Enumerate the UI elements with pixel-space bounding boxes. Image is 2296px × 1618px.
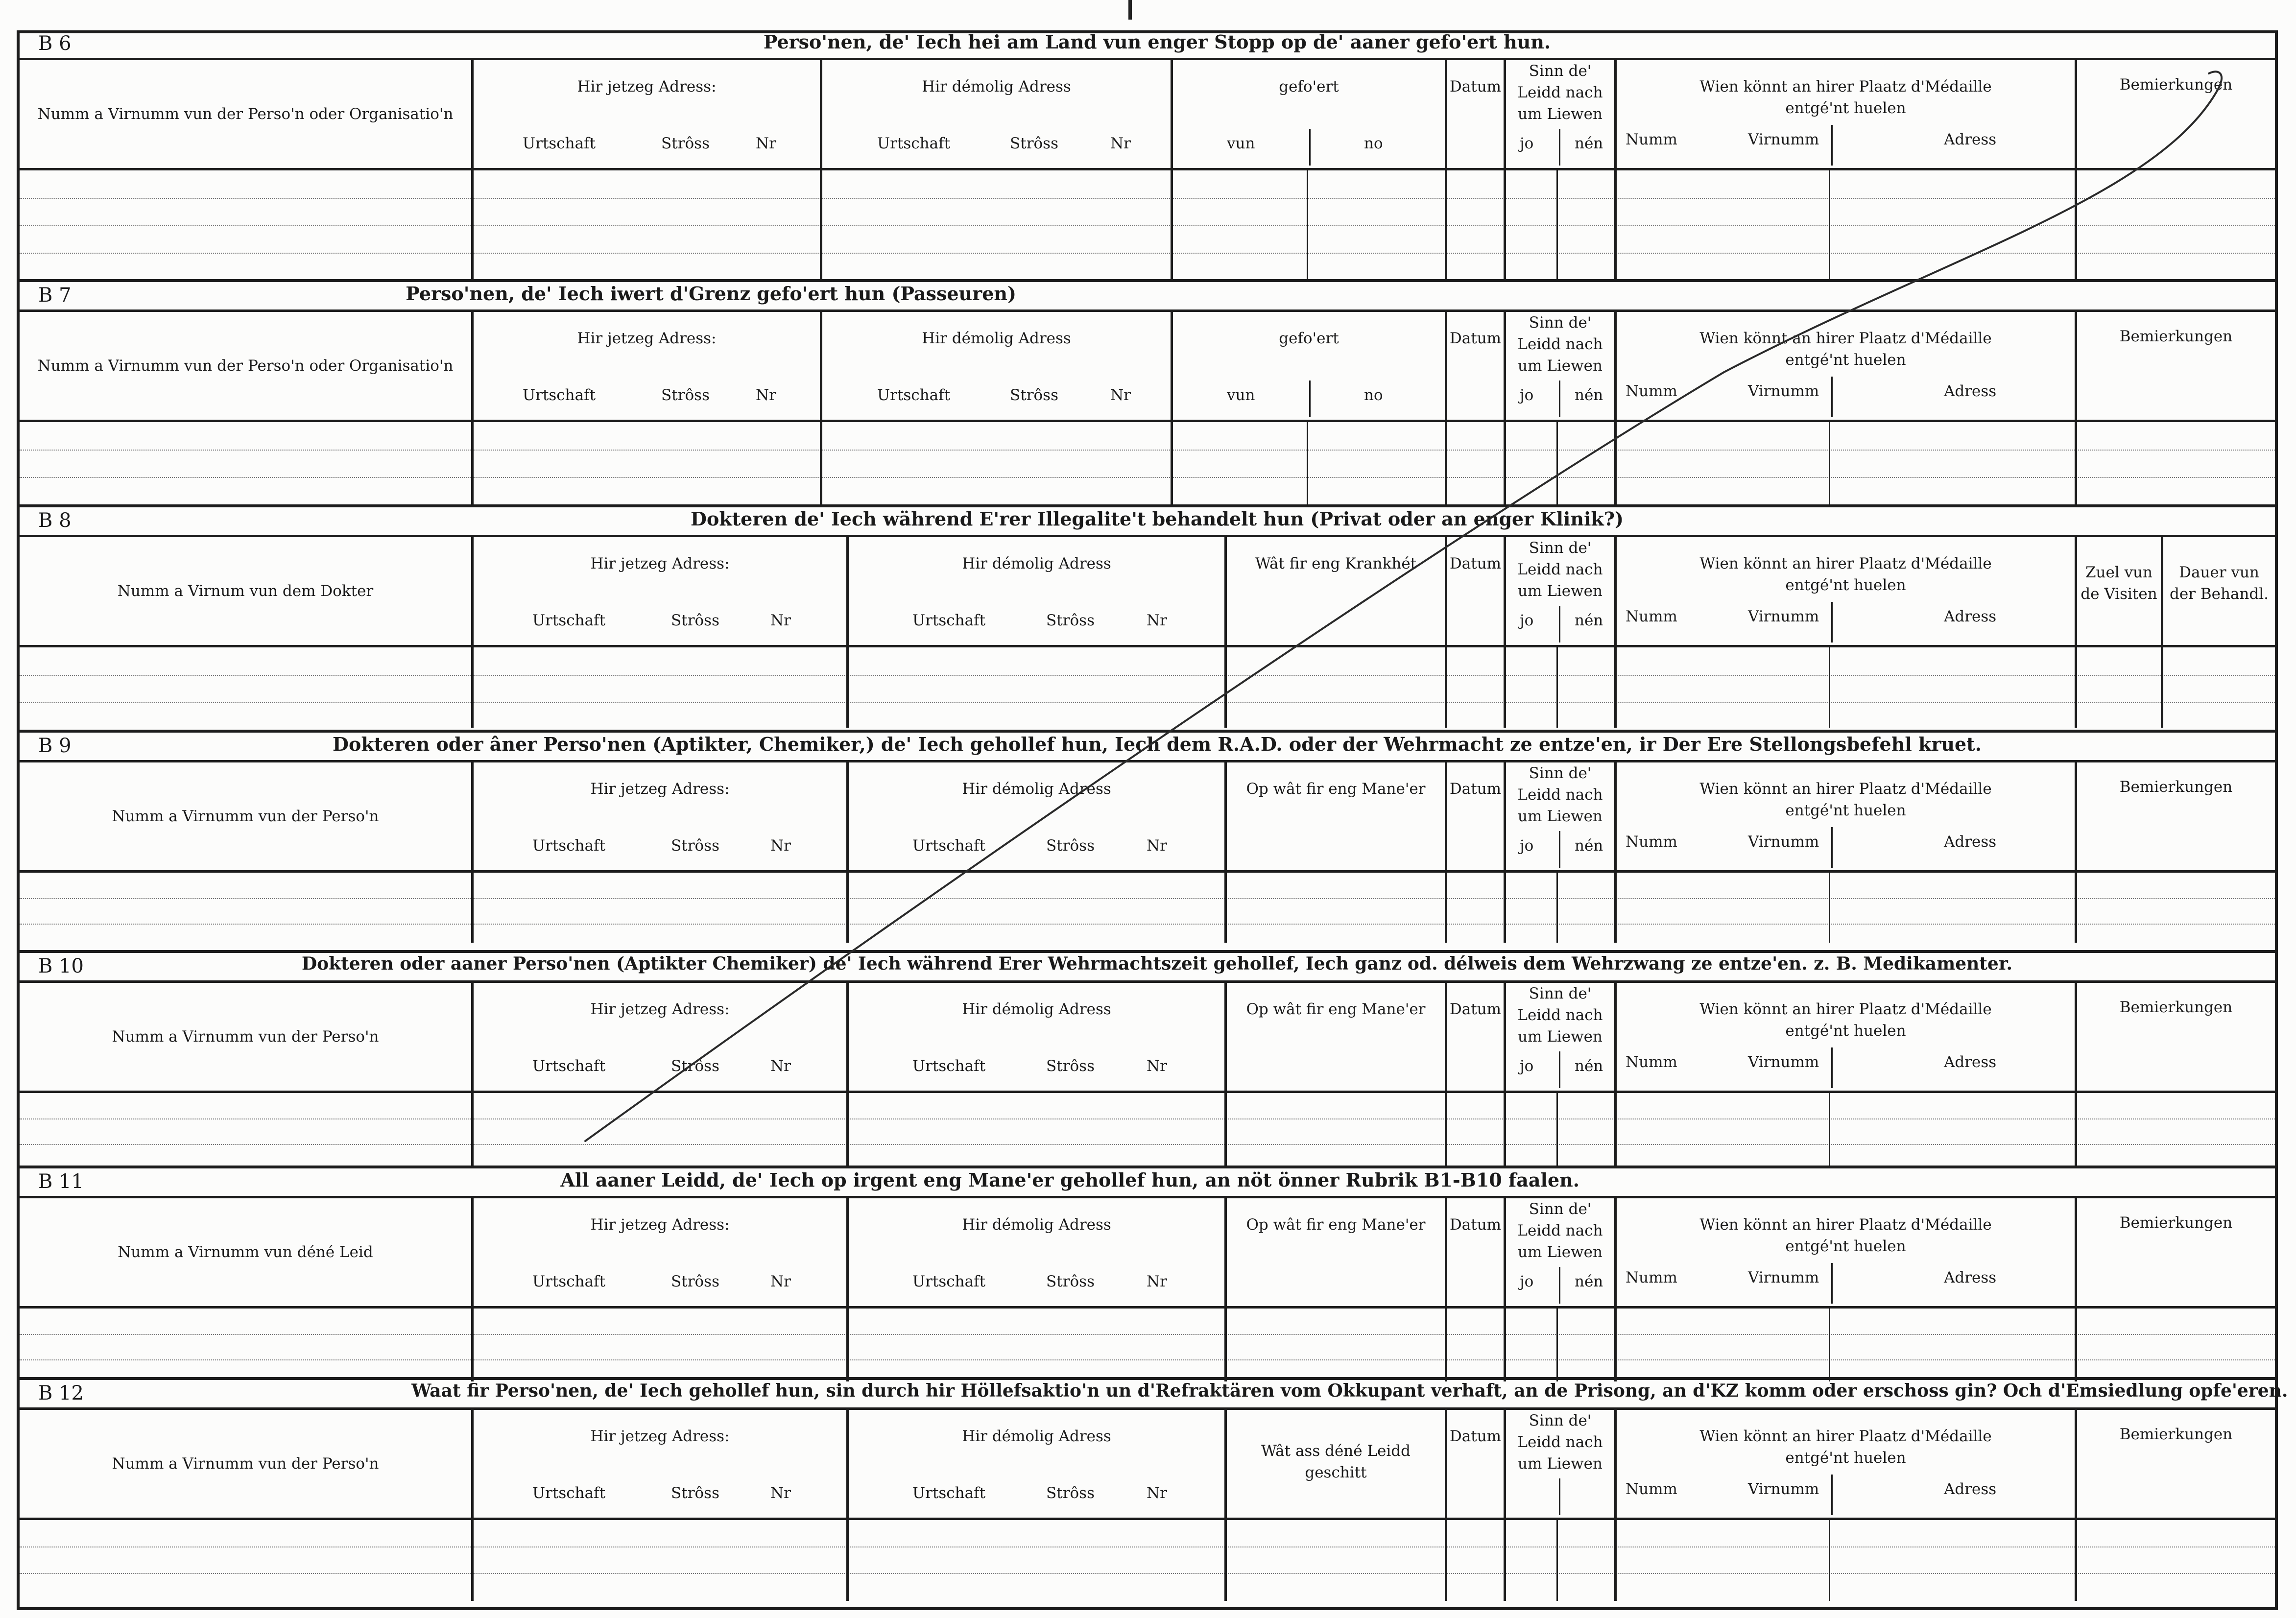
strike-line (585, 71, 2222, 1141)
survivor-label-2: Leidd nach (1517, 1222, 1603, 1239)
current-address-label: Hir jetzeg Adress: (590, 1216, 730, 1234)
place-label: Urtschaft (523, 135, 596, 152)
current-address-label: Hir jetzeg Adress: (590, 780, 730, 798)
survivor-label-3: um Liewen (1518, 1243, 1602, 1261)
no-label: nén (1575, 1273, 1603, 1290)
yes-label: jo (1520, 1273, 1534, 1290)
street-label: Strôss (671, 1057, 719, 1075)
former-address-label: Hir démolig Adress (962, 1428, 1111, 1445)
recipient-address-label: Adress (1944, 608, 1997, 625)
surname-label: Numm (1626, 1053, 1677, 1071)
medal-label-2: entgé'nt huelen (1785, 1022, 1906, 1040)
survivor-label-2: Leidd nach (1517, 335, 1603, 353)
medal-label-2: entgé'nt huelen (1785, 802, 1906, 819)
from-label: vun (1227, 386, 1255, 404)
duration-label-1: Dauer vun (2179, 564, 2259, 581)
surname-label: Numm (1626, 608, 1677, 625)
place-label: Urtschaft (912, 612, 986, 629)
first-name-label: Virnumm (1748, 382, 1819, 400)
number-label: Nr (1147, 837, 1167, 855)
survivor-label-3: um Liewen (1518, 105, 1602, 123)
section-number: B 12 (38, 1382, 84, 1404)
recipient-address-label: Adress (1944, 382, 1997, 400)
number-label: Nr (770, 612, 791, 629)
survivor-label-1: Sinn de' (1529, 985, 1592, 1002)
name-column-label: Numm a Virnumm vun der Perso'n (112, 1455, 379, 1473)
street-label: Strôss (661, 135, 710, 152)
section-number: B 11 (38, 1170, 84, 1193)
no-label: nén (1575, 612, 1603, 629)
section-number: B 8 (38, 509, 72, 532)
survivor-label-1: Sinn de' (1529, 1200, 1592, 1218)
section-title: Dokteren oder âner Perso'nen (Aptikter, Chemiker,) de' Iech gehollef hun, Iech dem R.A.D. oder der Wehrmacht ze entze'en, ir Der Ere Stellongsbefehl kruet. (333, 733, 1982, 755)
surname-label: Numm (1626, 131, 1677, 148)
survivor-label-2: Leidd nach (1517, 786, 1603, 804)
what-happened-label-2: geschitt (1305, 1464, 1367, 1481)
place-label: Urtschaft (877, 135, 951, 152)
survivor-label-3: um Liewen (1518, 357, 1602, 375)
survivor-label-2: Leidd nach (1517, 84, 1603, 101)
section-title: Dokteren de' Iech während E'rer Illegalite't behandelt hun (Privat oder an enger Klinik?) (691, 508, 1624, 530)
street-label: Strôss (671, 612, 719, 629)
medal-label-2: entgé'nt huelen (1785, 1449, 1906, 1467)
street-label: Strôss (1046, 1057, 1095, 1075)
section-title: Waat fir Perso'nen, de' Iech gehollef hun, sin durch hir Höllefsaktio'n un d'Refraktären vom Okkupant verhaft, an de Prisong, an d'KZ komm oder erschoss gin? Och d'Emsiedlung opfe'eren. (411, 1380, 2288, 1401)
street-label: Strôss (1010, 135, 1058, 152)
name-column-label: Numm a Virnumm vun der Perso'n (112, 808, 379, 825)
place-label: Urtschaft (532, 1484, 606, 1502)
survivor-label-3: um Liewen (1518, 582, 1602, 600)
medal-label-1: Wien könnt an hirer Plaatz d'Médaille (1699, 555, 1992, 572)
recipient-address-label: Adress (1944, 833, 1997, 851)
place-label: Urtschaft (532, 1057, 606, 1075)
no-label: nén (1575, 386, 1603, 404)
number-label: Nr (1147, 1057, 1167, 1075)
name-column-label: Numm a Virnumm vun déné Leid (118, 1243, 373, 1261)
no-label: nén (1575, 837, 1603, 855)
street-label: Strôss (1046, 612, 1095, 629)
surname-label: Numm (1626, 1480, 1677, 1498)
number-label: Nr (1110, 135, 1131, 152)
survivor-label-2: Leidd nach (1517, 561, 1603, 578)
date-label: Datum (1449, 330, 1502, 347)
first-name-label: Virnumm (1748, 833, 1819, 851)
street-label: Strôss (1010, 386, 1058, 404)
remarks-label: Bemierkungen (2119, 1214, 2233, 1232)
survivor-label-1: Sinn de' (1529, 314, 1592, 332)
date-label: Datum (1449, 78, 1502, 95)
name-column-label: Numm a Virnumm vun der Perso'n oder Organisatio'n (37, 357, 454, 375)
number-label: Nr (1147, 1484, 1167, 1502)
first-name-label: Virnumm (1748, 1053, 1819, 1071)
place-label: Urtschaft (532, 612, 606, 629)
section-title: Perso'nen, de' Iech hei am Land vun enger Stopp op de' aaner gefo'ert hun. (763, 31, 1551, 53)
name-column-label: Numm a Virnumm vun der Perso'n oder Organisatio'n (37, 105, 454, 123)
place-label: Urtschaft (912, 1273, 986, 1290)
name-column-label: Numm a Virnumm vun der Perso'n (112, 1028, 379, 1046)
medal-label-1: Wien könnt an hirer Plaatz d'Médaille (1699, 1000, 1992, 1018)
yes-label: jo (1520, 612, 1534, 629)
survivor-label-1: Sinn de' (1529, 1412, 1592, 1429)
medal-label-2: entgé'nt huelen (1785, 1237, 1906, 1255)
street-label: Strôss (1046, 1484, 1095, 1502)
to-label: no (1364, 386, 1383, 404)
street-label: Strôss (661, 386, 710, 404)
no-label: nén (1575, 135, 1603, 152)
surname-label: Numm (1626, 382, 1677, 400)
remarks-label: Bemierkungen (2119, 778, 2233, 796)
place-label: Urtschaft (532, 837, 606, 855)
survivor-label-3: um Liewen (1518, 1455, 1602, 1473)
number-label: Nr (770, 1484, 791, 1502)
survivor-label-1: Sinn de' (1529, 539, 1592, 557)
section-number: B 10 (38, 955, 84, 977)
number-label: Nr (1147, 1273, 1167, 1290)
from-label: vun (1227, 135, 1255, 152)
remarks-label: Bemierkungen (2119, 1426, 2233, 1443)
section-title: All aaner Leidd, de' Iech op irgent eng Mane'er gehollef hun, an nöt önner Rubrik B1-B10 faalen. (560, 1169, 1579, 1191)
number-label: Nr (770, 1273, 791, 1290)
transported-label: gefo'ert (1279, 78, 1339, 95)
yes-label: jo (1520, 386, 1534, 404)
method-label: Op wât fir eng Mane'er (1246, 780, 1426, 798)
section-number: B 9 (38, 735, 72, 757)
place-label: Urtschaft (912, 837, 986, 855)
date-label: Datum (1449, 555, 1502, 572)
yes-label: jo (1520, 837, 1534, 855)
medal-label-2: entgé'nt huelen (1785, 99, 1906, 117)
recipient-address-label: Adress (1944, 1269, 1997, 1286)
place-label: Urtschaft (532, 1273, 606, 1290)
date-label: Datum (1449, 1216, 1502, 1234)
remarks-label: Bemierkungen (2119, 328, 2233, 345)
number-label: Nr (770, 1057, 791, 1075)
surname-label: Numm (1626, 1269, 1677, 1286)
current-address-label: Hir jetzeg Adress: (590, 555, 730, 572)
current-address-label: Hir jetzeg Adress: (577, 330, 717, 347)
medal-label-1: Wien könnt an hirer Plaatz d'Médaille (1699, 330, 1992, 347)
number-label: Nr (770, 837, 791, 855)
section-title: Dokteren oder aaner Perso'nen (Aptikter Chemiker) de' Iech während Erer Wehrmachtszeit gehollef, Iech ganz od. délweis dem Wehrzwang ze entze'en. z. B. Medikamenter. (301, 953, 2013, 974)
visits-label-1: Zuel vun (2085, 564, 2153, 581)
current-address-label: Hir jetzeg Adress: (590, 1428, 730, 1445)
medal-label-1: Wien könnt an hirer Plaatz d'Médaille (1699, 1428, 1992, 1445)
medal-label-1: Wien könnt an hirer Plaatz d'Médaille (1699, 1216, 1992, 1234)
street-label: Strôss (671, 837, 719, 855)
survivor-label-1: Sinn de' (1529, 62, 1592, 80)
street-label: Strôss (1046, 1273, 1095, 1290)
street-label: Strôss (671, 1484, 719, 1502)
section-number: B 7 (38, 284, 72, 307)
date-label: Datum (1449, 780, 1502, 798)
survivor-label-2: Leidd nach (1517, 1433, 1603, 1451)
former-address-label: Hir démolig Adress (922, 78, 1071, 95)
first-name-label: Virnumm (1748, 131, 1819, 148)
place-label: Urtschaft (877, 386, 951, 404)
remarks-label: Bemierkungen (2119, 76, 2233, 94)
number-label: Nr (756, 386, 776, 404)
remarks-label: Bemierkungen (2119, 999, 2233, 1016)
former-address-label: Hir démolig Adress (962, 1216, 1111, 1234)
method-label: Op wât fir eng Mane'er (1246, 1216, 1426, 1234)
medal-label-2: entgé'nt huelen (1785, 576, 1906, 594)
former-address-label: Hir démolig Adress (962, 555, 1111, 572)
method-label: Op wât fir eng Mane'er (1246, 1000, 1426, 1018)
duration-label-2: der Behandl. (2169, 585, 2269, 603)
medal-label-1: Wien könnt an hirer Plaatz d'Médaille (1699, 78, 1992, 95)
number-label: Nr (1147, 612, 1167, 629)
date-label: Datum (1449, 1000, 1502, 1018)
number-label: Nr (756, 135, 776, 152)
medal-label-2: entgé'nt huelen (1785, 351, 1906, 369)
survivor-label-1: Sinn de' (1529, 764, 1592, 782)
place-label: Urtschaft (523, 386, 596, 404)
medal-label-1: Wien könnt an hirer Plaatz d'Médaille (1699, 780, 1992, 798)
section-title: Perso'nen, de' Iech iwert d'Grenz gefo'ert hun (Passeuren) (406, 283, 1016, 305)
illness-label: Wât fir eng Krankhét (1255, 555, 1417, 572)
no-label: nén (1575, 1057, 1603, 1075)
what-happened-label-1: Wât ass déné Leidd (1261, 1442, 1411, 1460)
visits-label-2: de Visiten (2081, 585, 2157, 603)
recipient-address-label: Adress (1944, 1053, 1997, 1071)
first-name-label: Virnumm (1748, 1269, 1819, 1286)
former-address-label: Hir démolig Adress (962, 780, 1111, 798)
place-label: Urtschaft (912, 1057, 986, 1075)
current-address-label: Hir jetzeg Adress: (577, 78, 717, 95)
former-address-label: Hir démolig Adress (922, 330, 1071, 347)
first-name-label: Virnumm (1748, 608, 1819, 625)
surname-label: Numm (1626, 833, 1677, 851)
yes-label: jo (1520, 1057, 1534, 1075)
first-name-label: Virnumm (1748, 1480, 1819, 1498)
survivor-label-3: um Liewen (1518, 808, 1602, 825)
recipient-address-label: Adress (1944, 131, 1997, 148)
to-label: no (1364, 135, 1383, 152)
section-number: B 6 (38, 32, 72, 55)
former-address-label: Hir démolig Adress (962, 1000, 1111, 1018)
street-label: Strôss (671, 1273, 719, 1290)
recipient-address-label: Adress (1944, 1480, 1997, 1498)
transported-label: gefo'ert (1279, 330, 1339, 347)
survivor-label-2: Leidd nach (1517, 1006, 1603, 1024)
current-address-label: Hir jetzeg Adress: (590, 1000, 730, 1018)
place-label: Urtschaft (912, 1484, 986, 1502)
date-label: Datum (1449, 1428, 1502, 1445)
number-label: Nr (1110, 386, 1131, 404)
name-column-label: Numm a Virnum vun dem Dokter (117, 582, 374, 600)
yes-label: jo (1520, 135, 1534, 152)
street-label: Strôss (1046, 837, 1095, 855)
survivor-label-3: um Liewen (1518, 1028, 1602, 1046)
